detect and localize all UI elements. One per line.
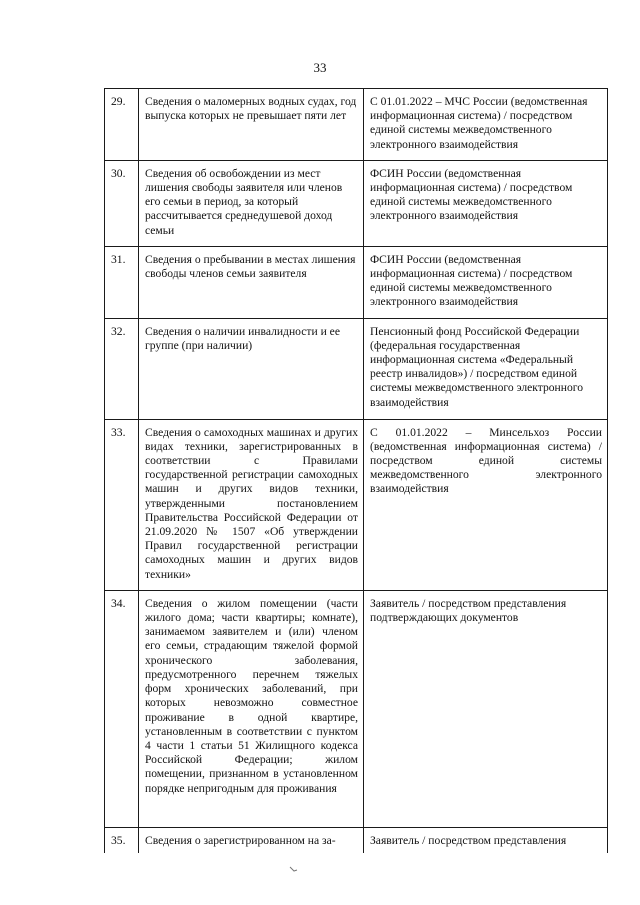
row-description: Сведения о маломерных водных судах, год выпуска которых не превышает пяти лет [139,89,364,161]
row-description: Сведения о наличии инвалидности и ее группе (при наличии) [139,318,364,419]
table-row [105,160,608,246]
row-number: 31. [105,246,139,318]
table-row [105,246,608,318]
row-description: Сведения о жилом помещении (части жилого дома; части квартиры; комнате), занимаемом заявителем и (или) членом его семьи, страдающим тяжелой формой хронического заболевания, предусмотренного перечнем тяжелых форм хронических заболеваний, при которых невозможно совместное проживание в одной квартире, установленным в соответствии с пунктом 4 части 1 статьи 51 Жилищного кодекса Российской Федерации; жилом помещении, признанном в установленном порядке непригодным для проживания [139,590,364,827]
row-source: Заявитель / посредством представления [364,827,608,853]
row-number: 32. [105,318,139,419]
row-number: 33. [105,419,139,590]
row-source: С 01.01.2022 – Минсельхоз России (ведомственная информационная система) / посредством единой системы межведомственного электронного взаимодействия [364,419,608,590]
row-source: Пенсионный фонд Российской Федерации (федеральная государственная информационная система «Федеральный реестр инвалидов») / посредством единой системы межведомственного электронного взаимодействия [364,318,608,419]
row-description: Сведения о зарегистрированном на за- [139,827,364,853]
data-sources-table [104,88,608,853]
row-number: 34. [105,590,139,827]
row-description: Сведения об освобождении из мест лишения свободы заявителя или членов его семьи в период, за который рассчитывается среднедушевой доход семьи [139,160,364,246]
table-row [105,827,608,853]
row-description: Сведения о самоходных машинах и других видах техники, зарегистрированных в соответствии с Правилами государственной регистрации самоходных машин и других видов техники, утвержденными постановлением Правительства Российской Федерации от 21.09.2020 № 1507 «Об утверждении Правил государственной регистрации самоходных машин и других видов техники» [139,419,364,590]
table-row [105,590,608,827]
row-number: 35. [105,827,139,853]
row-source: С 01.01.2022 – МЧС России (ведомственная информационная система) / посредством единой системы межведомственного электронного взаимодействия [364,89,608,161]
page-number: 33 [313,60,327,75]
row-number: 29. [105,89,139,161]
row-source: Заявитель / посредством представления подтверждающих документов [364,590,608,827]
row-description: Сведения о пребывании в местах лишения свободы членов семьи заявителя [139,246,364,318]
scan-artifact-mark [289,866,299,874]
table-row [105,318,608,419]
row-number: 30. [105,160,139,246]
row-source: ФСИН России (ведомственная информационная система) / посредством единой системы межведомственного электронного взаимодействия [364,246,608,318]
row-source: ФСИН России (ведомственная информационная система) / посредством единой системы межведомственного электронного взаимодействия [364,160,608,246]
table-row [105,419,608,590]
table-row [105,89,608,161]
